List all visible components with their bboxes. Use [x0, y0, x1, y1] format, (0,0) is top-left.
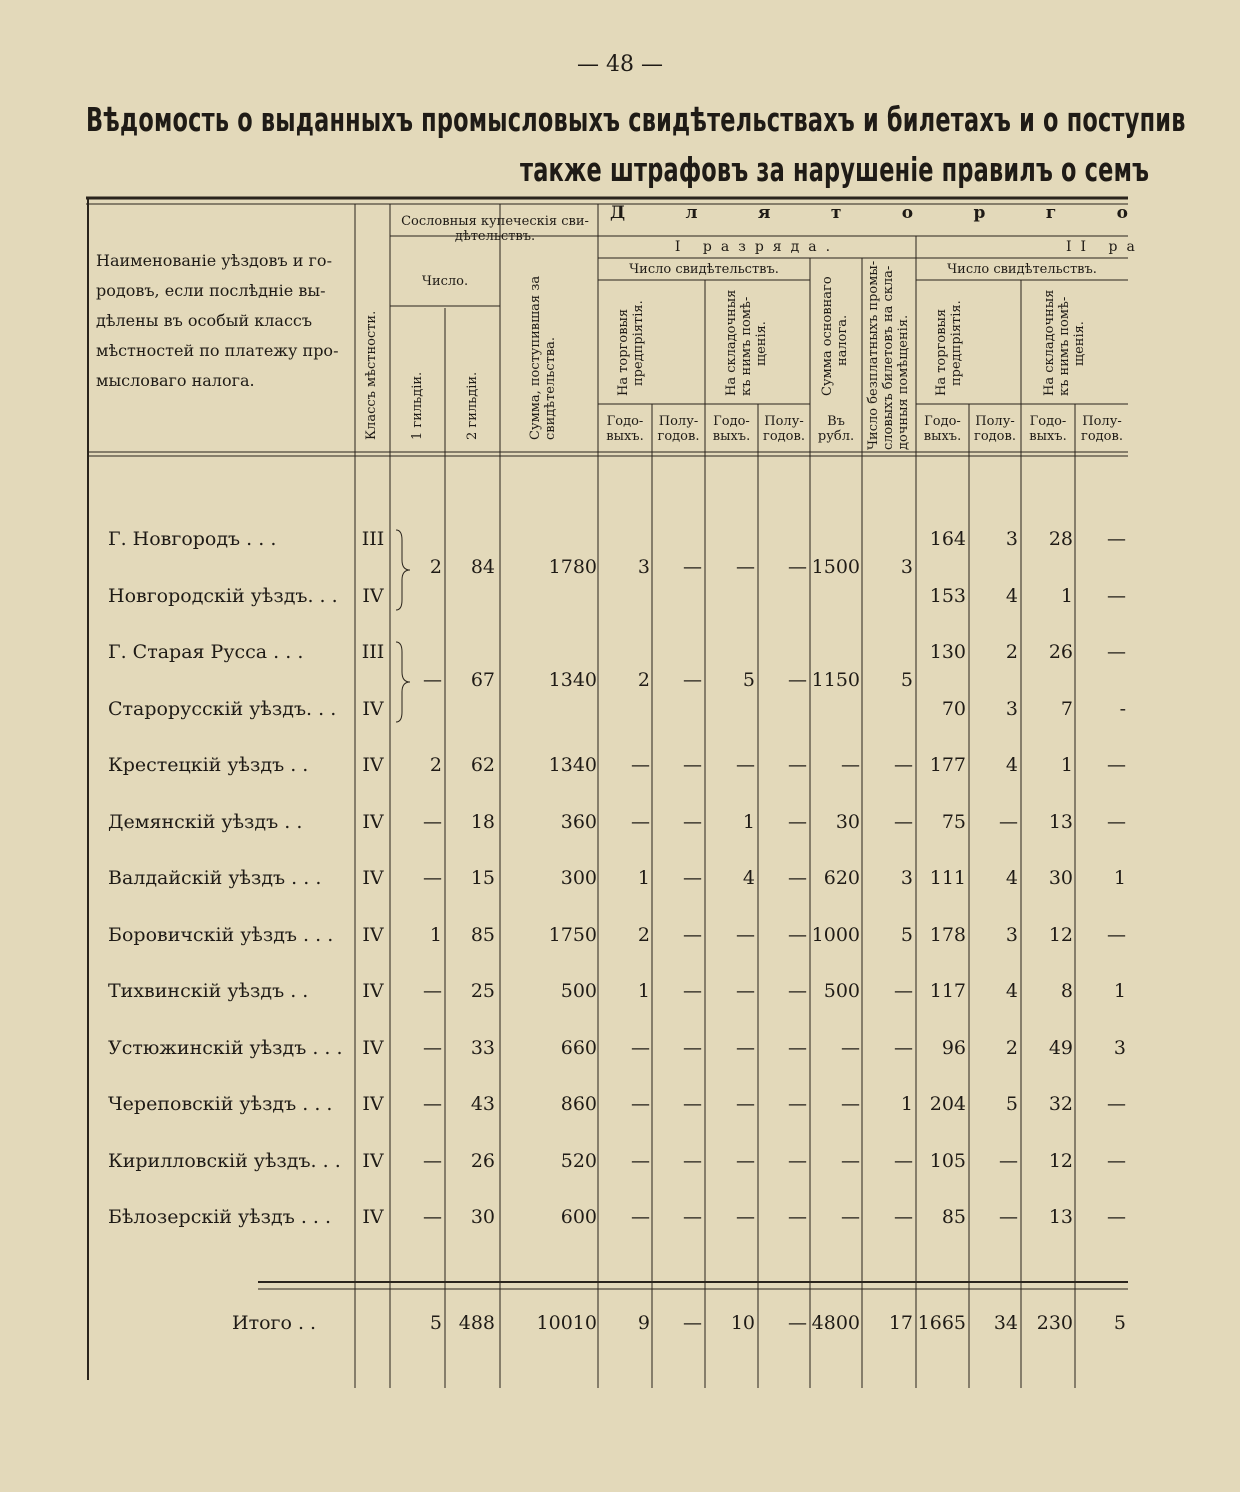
- table-cell: —: [788, 1206, 807, 1228]
- table-cell: 130: [929, 641, 966, 663]
- half-line: годов.: [763, 429, 805, 444]
- table-cell: 1: [1113, 980, 1126, 1002]
- merged-cell: 67: [470, 669, 495, 692]
- table-cell: 111: [929, 867, 966, 889]
- table-cell: 3: [900, 867, 913, 889]
- locality-class: IV: [362, 1149, 384, 1172]
- table-cell: —: [894, 1206, 913, 1228]
- table-cell: —: [631, 810, 650, 833]
- table-cell: —: [736, 1093, 755, 1115]
- table-cell: —: [1107, 923, 1126, 946]
- half-line: Полу-: [764, 414, 804, 429]
- warehouse-header-2: [1042, 290, 1087, 396]
- guild1-header: 1 гильдіи.: [410, 371, 425, 440]
- table-cell: —: [1107, 810, 1126, 833]
- table-cell: 5: [1005, 1093, 1018, 1115]
- table-cell: —: [736, 923, 755, 946]
- table-cell: —: [736, 1206, 755, 1228]
- table-cell: 30: [470, 1206, 495, 1228]
- total-cell: 488: [458, 1312, 495, 1334]
- rank2-header: II ра: [1066, 239, 1144, 255]
- half-line: годов.: [974, 429, 1016, 444]
- table-cell: —: [683, 1036, 702, 1059]
- table-cell: —: [788, 980, 807, 1002]
- annual-line: выхъ.: [1029, 429, 1067, 444]
- trade-letter: т: [830, 203, 842, 223]
- total-cell: 5: [1113, 1312, 1126, 1334]
- total-cell: 4800: [811, 1312, 860, 1334]
- table-cell: —: [788, 1036, 807, 1059]
- table-cell: —: [683, 754, 702, 776]
- table-cell: —: [683, 923, 702, 946]
- trade-enterprises-header-1: [616, 300, 646, 396]
- rank1-header: I разряда.: [674, 239, 840, 255]
- table-cell: —: [894, 810, 913, 833]
- table-cell: 1: [742, 810, 755, 833]
- table-cell: —: [788, 867, 807, 889]
- locality-class: IV: [362, 1093, 384, 1115]
- table-cell: —: [788, 810, 807, 833]
- table-cell: —: [683, 1206, 702, 1228]
- num-certs-header-1: Число свидѣтельствъ.: [629, 262, 779, 277]
- table-cell: 75: [941, 810, 966, 833]
- title-line-2: также штрафовъ за нарушеніе правилъ о семъ: [520, 150, 1150, 189]
- table-cell: —: [631, 1206, 650, 1228]
- table-cell: 25: [470, 980, 495, 1002]
- locality-class: IV: [362, 697, 384, 720]
- count-header: Число.: [421, 274, 469, 289]
- half-line: Полу-: [658, 414, 699, 429]
- table-cell: 12: [1048, 923, 1073, 946]
- table-cell: 1: [1060, 754, 1073, 776]
- district-name: Кирилловскій уѣздъ. . .: [108, 1149, 341, 1172]
- name-header-line: мысловаго налога.: [96, 371, 255, 390]
- table-cell: 177: [929, 754, 966, 776]
- locality-class: IV: [362, 1206, 384, 1228]
- table-cell: 96: [941, 1036, 966, 1059]
- table-cell: —: [1107, 1149, 1126, 1172]
- num-certs-header-2: Число свидѣтельствъ.: [947, 262, 1097, 277]
- merged-cell: —: [788, 556, 807, 579]
- table-cell: 3: [1005, 528, 1018, 550]
- table-cell: —: [683, 980, 702, 1002]
- table-cell: 33: [470, 1036, 495, 1059]
- warehouse-line: къ нимъ помѣ-: [1057, 296, 1072, 396]
- annual-header: [1021, 414, 1075, 444]
- trade-letter: р: [973, 203, 986, 223]
- annual-line: выхъ.: [712, 429, 751, 444]
- table-cell: —: [841, 1036, 860, 1059]
- annual-header: [705, 414, 758, 444]
- merged-cell: 1780: [548, 556, 597, 579]
- table-cell: —: [683, 867, 702, 889]
- district-name: Демянскій уѣздъ . .: [108, 810, 303, 833]
- trade-letter: Д: [610, 203, 626, 223]
- warehouse-line: къ нимъ помѣ-: [739, 296, 754, 396]
- table-cell: 600: [560, 1206, 597, 1228]
- district-name: Устюжинскій уѣздъ . . .: [108, 1036, 343, 1059]
- table-cell: —: [788, 1149, 807, 1172]
- total-cell: 1665: [917, 1312, 966, 1334]
- table-cell: —: [736, 754, 755, 776]
- merged-cell: —: [683, 669, 702, 692]
- table-cell: —: [423, 1206, 442, 1228]
- total-cell: 10: [730, 1312, 755, 1334]
- trade-letter: г: [1045, 203, 1057, 223]
- page-number: — 48 —: [577, 52, 663, 77]
- table-cell: —: [1107, 528, 1126, 550]
- table-cell: 5: [900, 923, 913, 946]
- table-cell: —: [736, 1149, 755, 1172]
- merged-cell: 2: [637, 669, 650, 692]
- total-cell: —: [683, 1312, 702, 1334]
- table-cell: 12: [1048, 1149, 1073, 1172]
- sum-received-header: [528, 276, 558, 440]
- table-cell: —: [683, 1149, 702, 1172]
- table-cell: —: [788, 754, 807, 776]
- total-label: Итого . .: [232, 1312, 317, 1334]
- locality-class: IV: [362, 980, 384, 1002]
- in-rub-line: Въ: [827, 414, 845, 429]
- table-cell: —: [423, 1093, 442, 1115]
- table-cell: —: [423, 867, 442, 889]
- table-cell: 32: [1048, 1093, 1073, 1115]
- table-cell: -: [1119, 697, 1126, 720]
- locality-class: IV: [362, 584, 384, 607]
- table-cell: 204: [929, 1093, 966, 1115]
- table-cell: 85: [470, 923, 495, 946]
- table-cell: 30: [835, 810, 860, 833]
- warehouse-line: щенія.: [1072, 321, 1087, 366]
- total-cell: 9: [637, 1312, 650, 1334]
- merged-cell: 5: [900, 669, 913, 692]
- trade-letter: я: [757, 203, 771, 223]
- total-cell: 34: [993, 1312, 1018, 1334]
- free-tickets-line: дочныя помѣщенія.: [896, 314, 911, 450]
- in-rub-line: рубл.: [817, 429, 855, 444]
- table-cell: —: [894, 1036, 913, 1059]
- merged-cell: —: [683, 556, 702, 579]
- table-cell: 1340: [548, 754, 597, 776]
- total-cell: 5: [429, 1312, 442, 1334]
- name-header-line: родовъ, если послѣдніе вы-: [96, 281, 326, 300]
- table-cell: 1750: [548, 923, 597, 946]
- locality-class: IV: [362, 754, 384, 776]
- annual-header: [598, 414, 652, 444]
- table-cell: —: [736, 1036, 755, 1059]
- table-cell: —: [683, 810, 702, 833]
- table-cell: —: [894, 754, 913, 776]
- district-name: Валдайскій уѣздъ . . .: [108, 867, 322, 889]
- table-cell: —: [631, 1149, 650, 1172]
- table-cell: 660: [560, 1036, 597, 1059]
- table-cell: 1: [637, 980, 650, 1002]
- merged-cell: —: [736, 556, 755, 579]
- free-tickets-line: Число безплатныхъ промы-: [866, 260, 881, 450]
- table-cell: 105: [929, 1149, 966, 1172]
- trade-top-header: [610, 203, 1128, 223]
- class-column-header: Классъ мѣстности.: [364, 310, 379, 440]
- merged-cell: 3: [900, 556, 913, 579]
- table-cell: —: [788, 1093, 807, 1115]
- table-cell: —: [423, 1036, 442, 1059]
- annual-line: выхъ.: [923, 429, 962, 444]
- trade-ent-line: предпріятія.: [631, 300, 646, 386]
- merged-cell: —: [423, 669, 442, 692]
- table-cell: —: [423, 1149, 442, 1172]
- merged-cell: 1150: [811, 669, 860, 692]
- table-cell: 13: [1048, 1206, 1073, 1228]
- table-cell: 500: [560, 980, 597, 1002]
- annual-header: [916, 414, 969, 444]
- table-cell: 1: [429, 923, 442, 946]
- base-tax-line: налога.: [835, 314, 850, 366]
- table-cell: 520: [560, 1149, 597, 1172]
- table-cell: 500: [823, 980, 860, 1002]
- table-cell: —: [999, 1149, 1018, 1172]
- annual-line: Годо-: [606, 414, 644, 429]
- district-name: Г. Новгородъ . . .: [108, 528, 277, 550]
- district-name: Череповскій уѣздъ . . .: [108, 1093, 333, 1115]
- base-tax-header: [820, 276, 850, 396]
- table-cell: —: [841, 754, 860, 776]
- merged-cell: 84: [470, 556, 495, 579]
- table-cell: 13: [1048, 810, 1073, 833]
- locality-class: III: [361, 641, 385, 663]
- table-cell: —: [841, 1206, 860, 1228]
- table-cell: —: [1107, 754, 1126, 776]
- district-name: Боровичскій уѣздъ . . .: [108, 923, 334, 946]
- warehouse-header-1: [724, 290, 769, 396]
- table-cell: 15: [470, 867, 495, 889]
- table-cell: 26: [470, 1149, 495, 1172]
- table-cell: 62: [470, 754, 495, 776]
- total-cell: 230: [1036, 1312, 1073, 1334]
- annual-line: Годо-: [924, 414, 961, 429]
- free-tickets-line: словыхъ билетовъ на скла-: [881, 265, 896, 450]
- trade-ent-line: На торговыя: [616, 308, 631, 396]
- table-cell: —: [788, 923, 807, 946]
- annual-line: выхъ.: [606, 429, 644, 444]
- merchant-header-line: Сословныя купеческія сви-: [401, 214, 589, 229]
- table-cell: 153: [929, 584, 966, 607]
- district-name: Г. Старая Русса . . .: [108, 641, 304, 663]
- annual-line: Годо-: [713, 414, 750, 429]
- table-cell: —: [894, 980, 913, 1002]
- table-cell: 1: [1060, 584, 1073, 607]
- total-cell: —: [788, 1312, 807, 1334]
- in-rub-header: [810, 414, 862, 444]
- table-cell: 300: [560, 867, 597, 889]
- name-column-header: [96, 246, 338, 396]
- table-cell: 178: [929, 923, 966, 946]
- half-line: годов.: [1081, 429, 1123, 444]
- base-tax-line: Сумма основнаго: [820, 276, 835, 396]
- district-name: Старорусскій уѣздъ. . .: [108, 697, 337, 720]
- table-cell: 8: [1060, 980, 1073, 1002]
- table-cell: —: [1107, 584, 1126, 607]
- table-cell: 1000: [811, 923, 860, 946]
- trade-ent-line: предпріятія.: [949, 300, 964, 386]
- table-cell: —: [631, 1036, 650, 1059]
- locality-class: IV: [362, 867, 384, 889]
- merged-cell: —: [788, 669, 807, 692]
- merged-cell: 1500: [811, 556, 860, 579]
- table-cell: 2: [1005, 1036, 1018, 1059]
- table-cell: —: [423, 980, 442, 1002]
- district-name: Крестецкій уѣздъ . .: [108, 754, 309, 776]
- trade-letter: л: [685, 203, 698, 223]
- table-cell: 1: [1113, 867, 1126, 889]
- table-cell: 4: [742, 867, 755, 889]
- table-cell: —: [1107, 1206, 1126, 1228]
- table-cell: 18: [470, 810, 495, 833]
- table-cell: —: [423, 810, 442, 833]
- district-name: Новгородскій уѣздъ. . .: [108, 584, 338, 607]
- table-cell: 1: [900, 1093, 913, 1115]
- table-cell: 360: [560, 810, 597, 833]
- merchant-header-line: дѣтельствъ.: [454, 229, 536, 244]
- total-cell: 10010: [536, 1312, 597, 1334]
- warehouse-line: щенія.: [754, 321, 769, 366]
- table-cell: —: [999, 1206, 1018, 1228]
- table-cell: 1: [637, 867, 650, 889]
- locality-class: IV: [362, 923, 384, 946]
- half-line: Полу-: [975, 414, 1015, 429]
- table-cell: —: [841, 1149, 860, 1172]
- warehouse-line: На складочныя: [1042, 289, 1057, 396]
- half-line: Полу-: [1082, 414, 1122, 429]
- table-cell: —: [894, 1149, 913, 1172]
- table-cell: —: [1107, 641, 1126, 663]
- guild2-header: 2 гильдіи.: [465, 371, 480, 440]
- table-cell: 70: [941, 697, 966, 720]
- merged-cell: 1340: [548, 669, 597, 692]
- table-cell: —: [631, 754, 650, 776]
- table-cell: 3: [1005, 697, 1018, 720]
- merged-cell: 3: [637, 556, 650, 579]
- total-cell: 17: [888, 1312, 913, 1334]
- sum-header-line: Сумма, поступившая за: [528, 275, 543, 440]
- locality-class: IV: [362, 1036, 384, 1059]
- table-cell: 26: [1048, 641, 1073, 663]
- table-cell: 85: [941, 1206, 966, 1228]
- table-cell: 2: [429, 754, 442, 776]
- name-header-line: мѣстностей по платежу про-: [96, 341, 339, 360]
- table-cell: 2: [1005, 641, 1018, 663]
- half-header: [1076, 414, 1128, 444]
- table-cell: 4: [1005, 584, 1018, 607]
- table-cell: 860: [560, 1093, 597, 1115]
- sum-header-line: свидѣтельства.: [543, 336, 558, 440]
- table-cell: —: [841, 1093, 860, 1115]
- table-cell: 3: [1005, 923, 1018, 946]
- table-cell: 43: [470, 1093, 495, 1115]
- table-cell: 2: [637, 923, 650, 946]
- warehouse-line: На складочныя: [724, 289, 739, 396]
- table-cell: —: [1107, 1093, 1126, 1115]
- trade-ent-line: На торговыя: [934, 308, 949, 396]
- half-line: годов.: [657, 429, 700, 444]
- table-cell: 28: [1048, 528, 1073, 550]
- merchant-group-header: [392, 214, 598, 244]
- free-tickets-header: [866, 261, 911, 450]
- merged-cell: 2: [429, 556, 442, 579]
- table-cell: 4: [1005, 867, 1018, 889]
- locality-class: III: [361, 528, 385, 550]
- name-header-line: Наименованіе уѣздовъ и го-: [96, 251, 332, 270]
- table-cell: 49: [1048, 1036, 1073, 1059]
- district-name: Бѣлозерскій уѣздъ . . .: [108, 1206, 332, 1228]
- trade-enterprises-header-2: [934, 300, 964, 396]
- locality-class: IV: [362, 810, 384, 833]
- table-cell: 620: [823, 867, 860, 889]
- half-header: [652, 414, 705, 444]
- table-cell: 4: [1005, 754, 1018, 776]
- table-cell: 164: [929, 528, 966, 550]
- table-cell: —: [683, 1093, 702, 1115]
- trade-letter: о: [1116, 203, 1128, 223]
- table-cell: —: [736, 980, 755, 1002]
- table-cell: 7: [1060, 697, 1073, 720]
- table-cell: —: [999, 810, 1018, 833]
- table-cell: 117: [929, 980, 966, 1002]
- title-line-1: Вѣдомость о выданныхъ промысловыхъ свидѣтельствахъ и билетахъ и о поступив: [86, 100, 1186, 139]
- half-header: [969, 414, 1021, 444]
- merged-cell: 5: [742, 669, 755, 692]
- trade-letter: о: [901, 203, 914, 223]
- annual-line: Годо-: [1029, 414, 1067, 429]
- table-cell: 3: [1113, 1036, 1126, 1059]
- name-header-line: дѣлены въ особый классъ: [96, 311, 313, 330]
- half-header: [758, 414, 810, 444]
- table-cell: 4: [1005, 980, 1018, 1002]
- district-name: Тихвинскій уѣздъ . .: [108, 980, 309, 1002]
- table-cell: 30: [1048, 867, 1073, 889]
- table-cell: —: [631, 1093, 650, 1115]
